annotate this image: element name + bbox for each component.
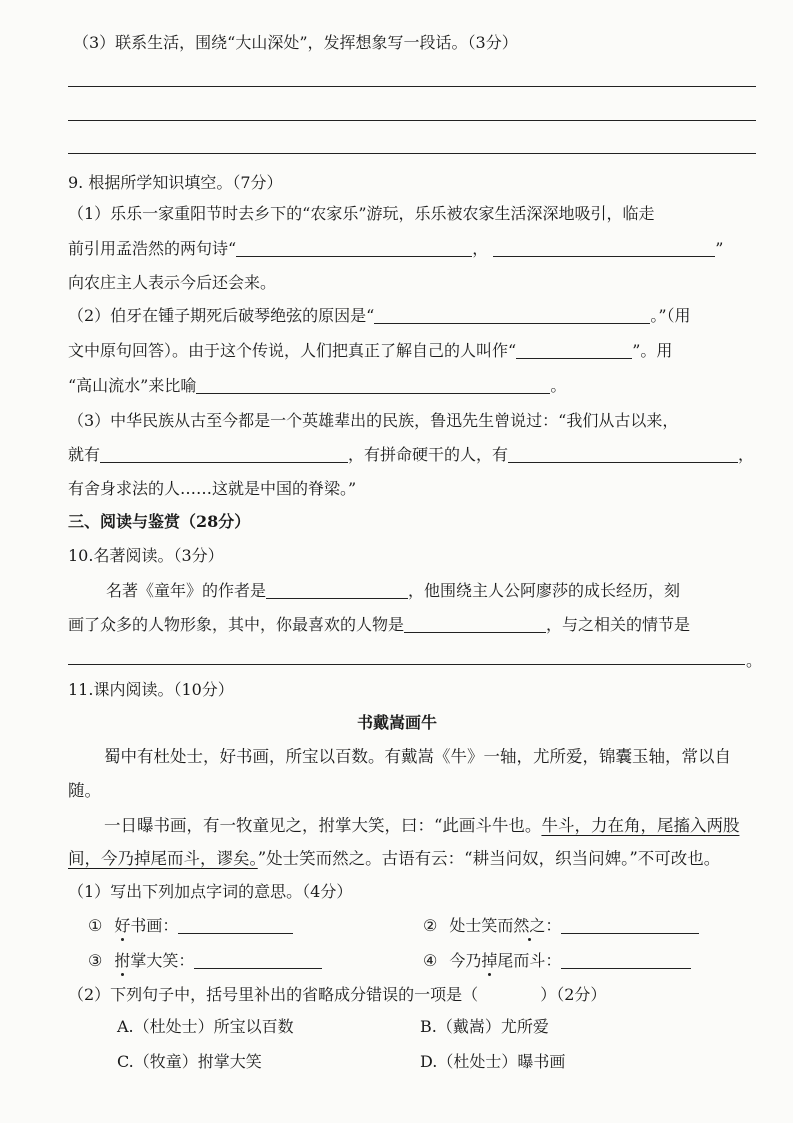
passage-title: 书戴嵩画牛 (357, 713, 438, 732)
plot-blank-line[interactable] (68, 664, 745, 665)
vocab-blank-2[interactable] (561, 917, 699, 934)
luxun-blank-1[interactable] (100, 446, 348, 463)
underlined-sentence-part2: 间，今乃掉尾而斗，谬矣。 (68, 849, 258, 868)
passage-para1-line1: 蜀中有杜处士，好书画，所宝以百数。有戴嵩《牛》一轴，尤所爱，锦囊玉轴，常以自 (104, 747, 731, 766)
q9-p1-line3: 向农庄主人表示今后还会来。 (68, 273, 277, 292)
luxun-blank-2[interactable] (508, 446, 738, 463)
character-blank[interactable] (404, 616, 546, 633)
vocab-blank-1[interactable] (178, 917, 293, 934)
metaphor-blank[interactable] (196, 377, 550, 394)
vocab-item-3: ③ 拊掌大笑： (88, 950, 322, 972)
option-b[interactable]: B.（戴嵩）尤所爱 (420, 1017, 549, 1036)
q10-line3-period: 。 (746, 651, 763, 670)
q11-heading: 11.课内阅读。（10分） (68, 680, 234, 699)
section-3-heading: 三、阅读与鉴赏（28分） (68, 512, 251, 531)
vocab-blank-3[interactable] (194, 952, 322, 969)
q9-heading: 9. 根据所学知识填空。（7分） (68, 173, 283, 192)
q9-p2-line3: “高山流水”来比喻 。 (68, 376, 567, 395)
passage-para2-line1: 一日曝书画，有一牧童见之，拊掌大笑，曰：“此画斗牛也。牛斗，力在角，尾搐入两股 (104, 816, 740, 835)
passage-para2-line2: 间，今乃掉尾而斗，谬矣。”处士笑而然之。古语有云：“耕当问奴，织当问婢。”不可改也。 (68, 849, 721, 868)
answer-line-3[interactable] (68, 153, 756, 154)
q9-p3-line3: 有舍身求法的人……这就是中国的脊梁。” (68, 479, 357, 498)
vocab-item-4: ④ 今乃掉尾而斗： (423, 950, 691, 972)
q9-p1-line1: （1）乐乐一家重阳节时去乡下的“农家乐”游玩，乐乐被农家生活深深地吸引，临走 (68, 204, 655, 223)
q8-3-prompt: （3）联系生活，围绕“大山深处”，发挥想象写一段话。（3分） (73, 33, 518, 52)
q9-p2-line2: 文中原句回答）。由于这个传说，人们把真正了解自己的人叫作“ ”。用 (68, 341, 673, 360)
q10-line2: 画了众多的人物形象，其中，你最喜欢的人物是 ，与之相关的情节是 (68, 615, 691, 634)
vocab-item-2: ② 处士笑而然之： (423, 915, 699, 937)
poem-blank-2[interactable] (493, 240, 715, 257)
q9-p3-line1: （3）中华民族从古至今都是一个英雄辈出的民族，鲁迅先生曾说过：“我们从古以来， (68, 411, 679, 430)
author-blank[interactable] (266, 582, 408, 599)
q10-line1: 名著《童年》的作者是 ，他围绕主人公阿廖莎的成长经历，刻 (106, 581, 681, 600)
option-a[interactable]: A.（杜处士）所宝以百数 (117, 1017, 294, 1036)
q9-p1-line2: 前引用孟浩然的两句诗“ ， ” (68, 239, 724, 258)
passage-para1-line2: 随。 (68, 781, 101, 800)
q10-heading: 10.名著阅读。（3分） (68, 546, 224, 565)
vocab-item-1: ① 好书画： (88, 915, 293, 937)
reason-blank[interactable] (374, 307, 650, 324)
answer-line-2[interactable] (68, 120, 756, 121)
option-c[interactable]: C.（牧童）拊掌大笑 (117, 1052, 262, 1071)
q9-p3-line2: 就有 ，有拼命硬干的人，有 ， (68, 445, 755, 464)
poem-blank-1[interactable] (236, 240, 472, 257)
sub1-heading: （1）写出下列加点字词的意思。（4分） (68, 882, 353, 901)
zhiyin-blank[interactable] (516, 342, 632, 359)
underlined-sentence-part1: 牛斗，力在角，尾搐入两股 (541, 816, 740, 835)
option-d[interactable]: D.（杜处士）曝书画 (420, 1052, 566, 1071)
q9-p2-line1: （2）伯牙在锺子期死后破琴绝弦的原因是“ 。”（用 (68, 306, 691, 325)
sub2-heading: （2）下列句子中，括号里补出的省略成分错误的一项是（ ）（2分） (68, 985, 607, 1004)
answer-line-1[interactable] (68, 86, 756, 87)
vocab-blank-4[interactable] (561, 952, 691, 969)
